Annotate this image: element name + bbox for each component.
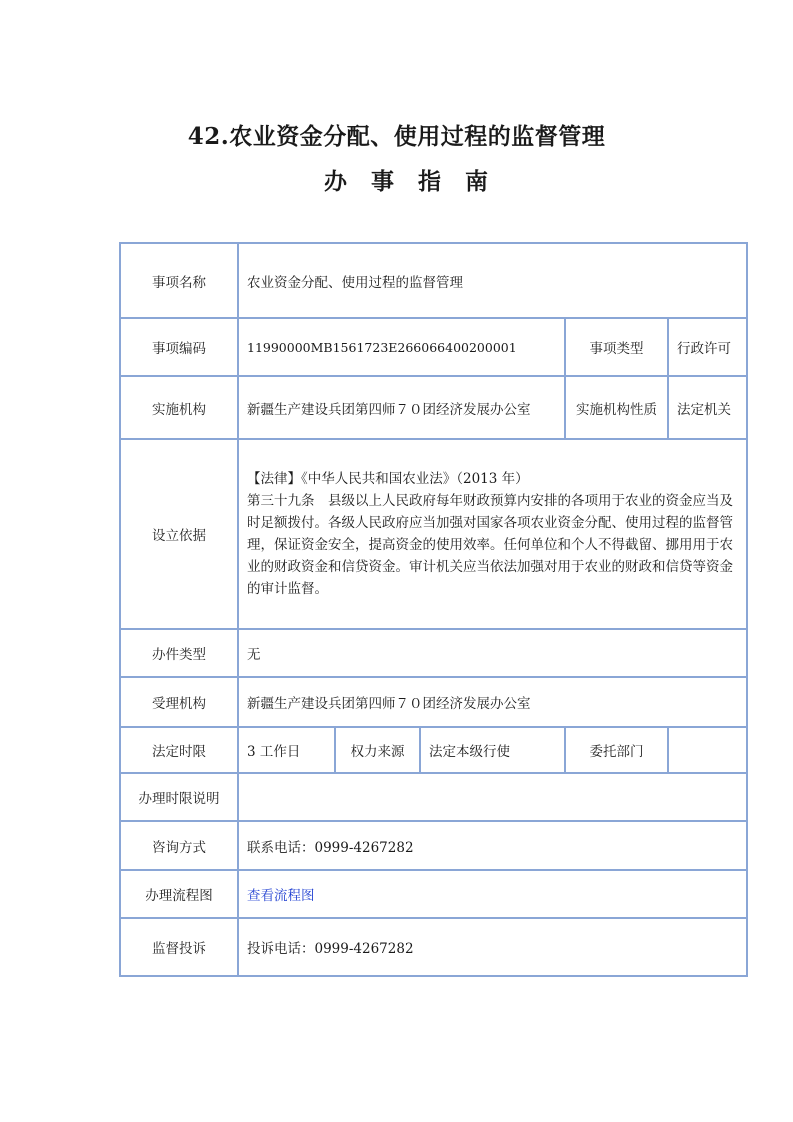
accept-org-label: 受理机构 [120, 677, 238, 727]
row-consult [120, 821, 747, 870]
row-accept-org [120, 677, 747, 727]
row-legal-time [120, 727, 747, 773]
document-title: 42.农业资金分配、使用过程的监督管理 [187, 123, 606, 150]
complaint-value: 投诉电话：0999-4267282 [238, 918, 747, 976]
row-item-code [120, 318, 747, 376]
impl-org-nature-value: 法定机关 [668, 376, 747, 439]
delegated-dept-label: 委托部门 [565, 727, 668, 773]
item-type-label: 事项类型 [565, 318, 668, 376]
row-complaint [120, 918, 747, 976]
impl-org-nature-label: 实施机构性质 [565, 376, 668, 439]
basis-label: 设立依据 [120, 439, 238, 629]
item-type-value: 行政许可 [668, 318, 747, 376]
basis-law-title: 【法律】《中华人民共和国农业法》（2013 年） [247, 471, 529, 487]
item-code-value: 11990000MB1561723E266066400200001 [238, 318, 565, 376]
item-name-label: 事项名称 [120, 243, 238, 318]
legal-time-value: 3 工作日 [238, 727, 335, 773]
document-subtitle: 办 事 指 南 [323, 168, 497, 195]
row-flowchart [120, 870, 747, 918]
flowchart-label: 办理流程图 [120, 870, 238, 918]
complaint-label: 监督投诉 [120, 918, 238, 976]
delegated-dept-value [668, 727, 747, 773]
consult-value: 联系电话：0999-4267282 [238, 821, 747, 870]
basis-content [238, 439, 747, 629]
basis-text: 第三十九条 县级以上人民政府每年财政预算内安排的各项用于农业的资金应当及时足额拨付。各级人民政府应当加强对国家各项农业资金分配、使用过程的监督管理，保证资金安全，提高资金的使用效率。任何单位和个人不得截留、挪用用于农业的财政资金和信贷资金。审计机关应当依法加强对用于农业的财政和信贷等资金的审计监督。 [247, 493, 733, 597]
item-code-label: 事项编码 [120, 318, 238, 376]
legal-time-label: 法定时限 [120, 727, 238, 773]
consult-label: 咨询方式 [120, 821, 238, 870]
time-note-label: 办理时限说明 [120, 773, 238, 821]
power-source-value: 法定本级行使 [420, 727, 565, 773]
time-note-value [238, 773, 747, 821]
case-type-value: 无 [238, 629, 747, 677]
row-item-name [120, 243, 747, 318]
view-flowchart-link[interactable]: 查看流程图 [247, 888, 315, 904]
impl-org-label: 实施机构 [120, 376, 238, 439]
row-impl-org [120, 376, 747, 439]
accept-org-value: 新疆生产建设兵团第四师７０团经济发展办公室 [238, 677, 747, 727]
item-name-value: 农业资金分配、使用过程的监督管理 [238, 243, 747, 318]
power-source-label: 权力来源 [335, 727, 420, 773]
case-type-label: 办件类型 [120, 629, 238, 677]
impl-org-value: 新疆生产建设兵团第四师７０团经济发展办公室 [238, 376, 565, 439]
row-time-note [120, 773, 747, 821]
row-basis [120, 439, 747, 629]
service-guide-table [119, 242, 748, 977]
flowchart-cell [238, 870, 747, 918]
row-case-type [120, 629, 747, 677]
